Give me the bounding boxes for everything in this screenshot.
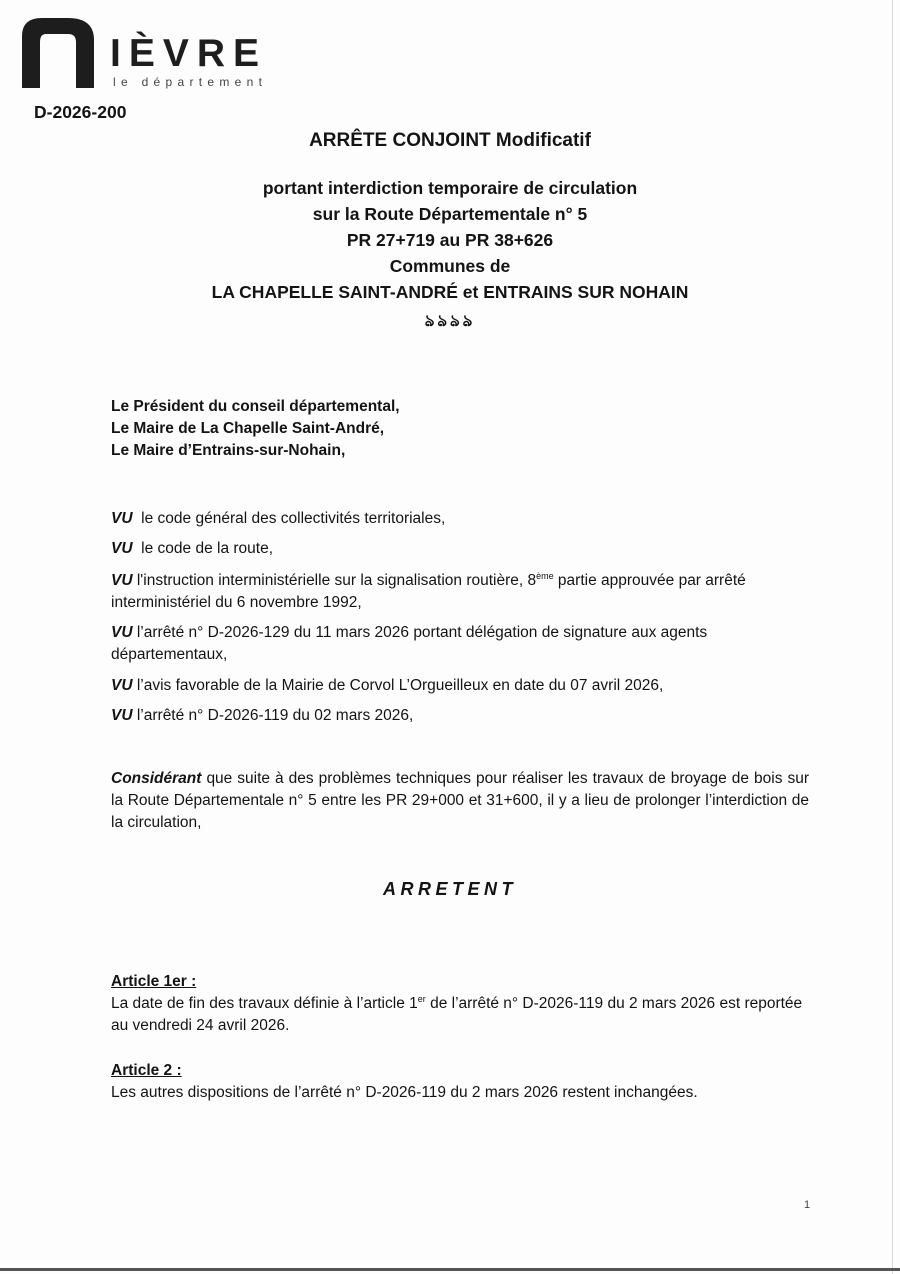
- authority-maire-entrains: Le Maire d’Entrains-sur-Nohain,: [111, 442, 346, 459]
- arretent-heading: ARRETENT: [383, 879, 517, 899]
- subtitle-line-3: PR 27+719 au PR 38+626: [346, 230, 554, 250]
- article-1-text: [111, 993, 809, 1037]
- subtitle-line-1: portant interdiction temporaire de circulation: [262, 178, 638, 198]
- superscript: er: [417, 993, 426, 1004]
- superscript: ème: [536, 570, 554, 581]
- vu-label: VU: [111, 572, 133, 589]
- article-text: de l’arrêté n° D-2026-119 du 2 mars 2026 est reportée au vendredi 24 avril 2026.: [111, 995, 803, 1034]
- vu-item: [111, 508, 809, 530]
- vu-text: partie approuvée par arrêté interministériel du 6 novembre 1992,: [111, 572, 746, 611]
- vu-item: [111, 705, 809, 727]
- subtitle-line-4: Communes de: [389, 256, 511, 276]
- authority-president: Le Président du conseil départemental,: [111, 398, 400, 415]
- vu-item: [111, 538, 809, 560]
- document-reference: D-2026-200: [34, 102, 127, 122]
- vu-item: [111, 622, 809, 666]
- considerant-text: que suite à des problèmes techniques pour réaliser les travaux de broyage de bois sur la Route Départementale n° 5 entre les PR 29+000 et 31+600, il y a lieu de prolonger l’interdiction de la circulation,: [111, 770, 809, 831]
- vu-text: l'instruction interministérielle sur la signalisation routière, 8: [136, 572, 537, 589]
- considerant-paragraph: [111, 768, 809, 834]
- vu-label: VU: [111, 677, 133, 694]
- vu-text: l’arrêté n° D-2026-119 du 02 mars 2026,: [136, 707, 414, 724]
- subtitle-line-5: LA CHAPELLE SAINT-ANDRÉ et ENTRAINS SUR NOHAIN: [211, 282, 689, 302]
- vu-text: le code de la route,: [141, 540, 274, 557]
- vu-item: [111, 675, 809, 697]
- article-text: La date de fin des travaux définie à l’article 1: [111, 995, 418, 1012]
- vu-label: VU: [111, 624, 133, 641]
- vu-text: l’avis favorable de la Mairie de Corvol L’Orgueilleux en date du 07 avril 2026,: [136, 677, 664, 694]
- article-1-title: Article 1er :: [111, 973, 197, 990]
- vu-label: VU: [111, 510, 133, 527]
- document-title: ARRÊTE CONJOINT Modificatif: [309, 130, 591, 151]
- logo-wordmark: IÈVRE: [110, 32, 268, 75]
- considerant-label: Considérant: [111, 770, 202, 787]
- vu-label: VU: [111, 707, 133, 724]
- logo-subtitle: le département: [113, 75, 268, 89]
- vu-item: [111, 570, 809, 614]
- nievre-logo-mark: [18, 14, 96, 90]
- article-2-text: Les autres dispositions de l’arrêté n° D-2026-119 du 2 mars 2026 restent inchangées.: [111, 1084, 698, 1101]
- vu-text: l’arrêté n° D-2026-129 du 11 mars 2026 portant délégation de signature aux agents départementaux,: [111, 624, 708, 663]
- vu-text: le code général des collectivités territoriales,: [141, 510, 446, 527]
- subtitle-line-2: sur la Route Départementale n° 5: [312, 204, 588, 224]
- vu-label: VU: [111, 540, 133, 557]
- ornament-divider: ঌঌঌঌ: [424, 313, 476, 330]
- authority-maire-chapelle: Le Maire de La Chapelle Saint-André,: [111, 420, 385, 437]
- article-2-title: Article 2 :: [111, 1062, 182, 1079]
- scan-bottom-edge: [0, 1268, 900, 1271]
- page-number: 1: [804, 1199, 811, 1211]
